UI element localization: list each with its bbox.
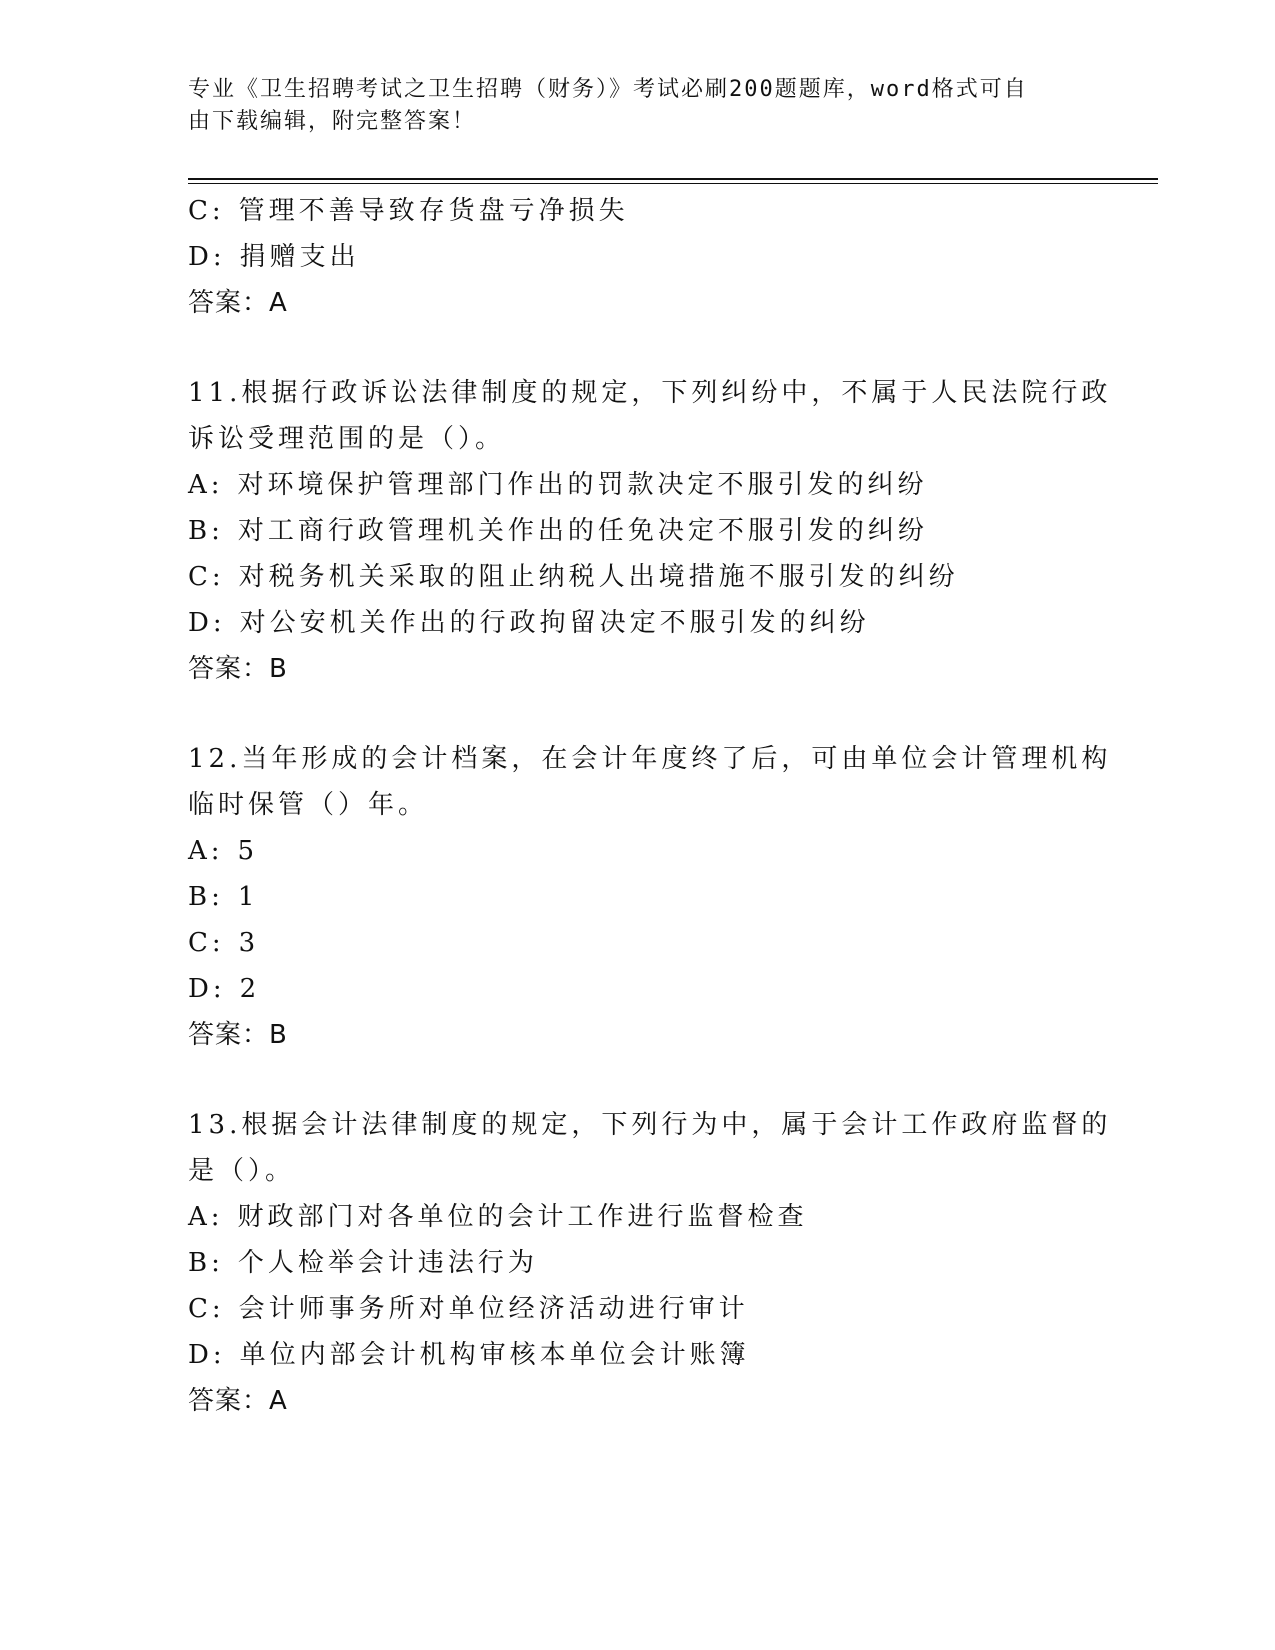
answer-line: 答案：A: [188, 1386, 288, 1416]
header-line-1: 专业《卫生招聘考试之卫生招聘（财务）》考试必刷200题题库，word格式可自: [188, 77, 1028, 102]
question-stem: 13.根据会计法律制度的规定，下列行为中，属于会计工作政府监督的: [188, 1110, 1112, 1140]
answer-value: B: [269, 654, 288, 684]
question-stem-continued: 诉讼受理范围的是（）。: [188, 424, 506, 454]
question-13: [188, 1102, 1112, 1424]
question-stem-continued: 临时保管（）年。: [188, 790, 429, 820]
option-c: C: 3: [188, 928, 260, 958]
question-stem: 11.根据行政诉讼法律制度的规定，下列纠纷中，不属于人民法院行政: [188, 378, 1112, 408]
answer-value: B: [269, 1020, 288, 1050]
header-divider-thin: [188, 183, 1158, 184]
question-12: [188, 736, 1112, 1058]
option-b: B: 个人检举会计违法行为: [188, 1248, 538, 1278]
answer-line: 答案：B: [188, 654, 288, 684]
question-stem: 12.当年形成的会计档案，在会计年度终了后，可由单位会计管理机构: [188, 744, 1112, 774]
option-a: A: 5: [188, 836, 259, 866]
answer-value: A: [269, 1386, 288, 1416]
continued-question: [188, 188, 1088, 326]
question-11: [188, 370, 1112, 692]
option-b: B: 1: [188, 882, 259, 912]
document-header: [188, 74, 1068, 138]
question-list: [188, 188, 1112, 1424]
option-c: C: 会计师事务所对单位经济活动进行审计: [188, 1294, 749, 1324]
header-divider-thick: [188, 178, 1158, 180]
option-a: A: 对环境保护管理部门作出的罚款决定不服引发的纠纷: [188, 470, 928, 500]
question-stem-continued: 是（）。: [188, 1156, 296, 1186]
header-line-2: 由下载编辑，附完整答案！: [188, 109, 477, 134]
option-b: B: 对工商行政管理机关作出的任免决定不服引发的纠纷: [188, 516, 928, 546]
option-c: C: 对税务机关采取的阻止纳税人出境措施不服引发的纠纷: [188, 562, 959, 592]
option-d: D: 捐赠支出: [188, 242, 360, 272]
answer-value: A: [269, 288, 288, 318]
option-d: D: 2: [188, 974, 261, 1004]
option-d: D: 对公安机关作出的行政拘留决定不服引发的纠纷: [188, 608, 870, 638]
answer-line: 答案：A: [188, 288, 288, 318]
option-d: D: 单位内部会计机构审核本单位会计账簿: [188, 1340, 750, 1370]
option-a: A: 财政部门对各单位的会计工作进行监督检查: [188, 1202, 808, 1232]
answer-line: 答案：B: [188, 1020, 288, 1050]
option-c: C: 管理不善导致存货盘亏净损失: [188, 196, 629, 226]
